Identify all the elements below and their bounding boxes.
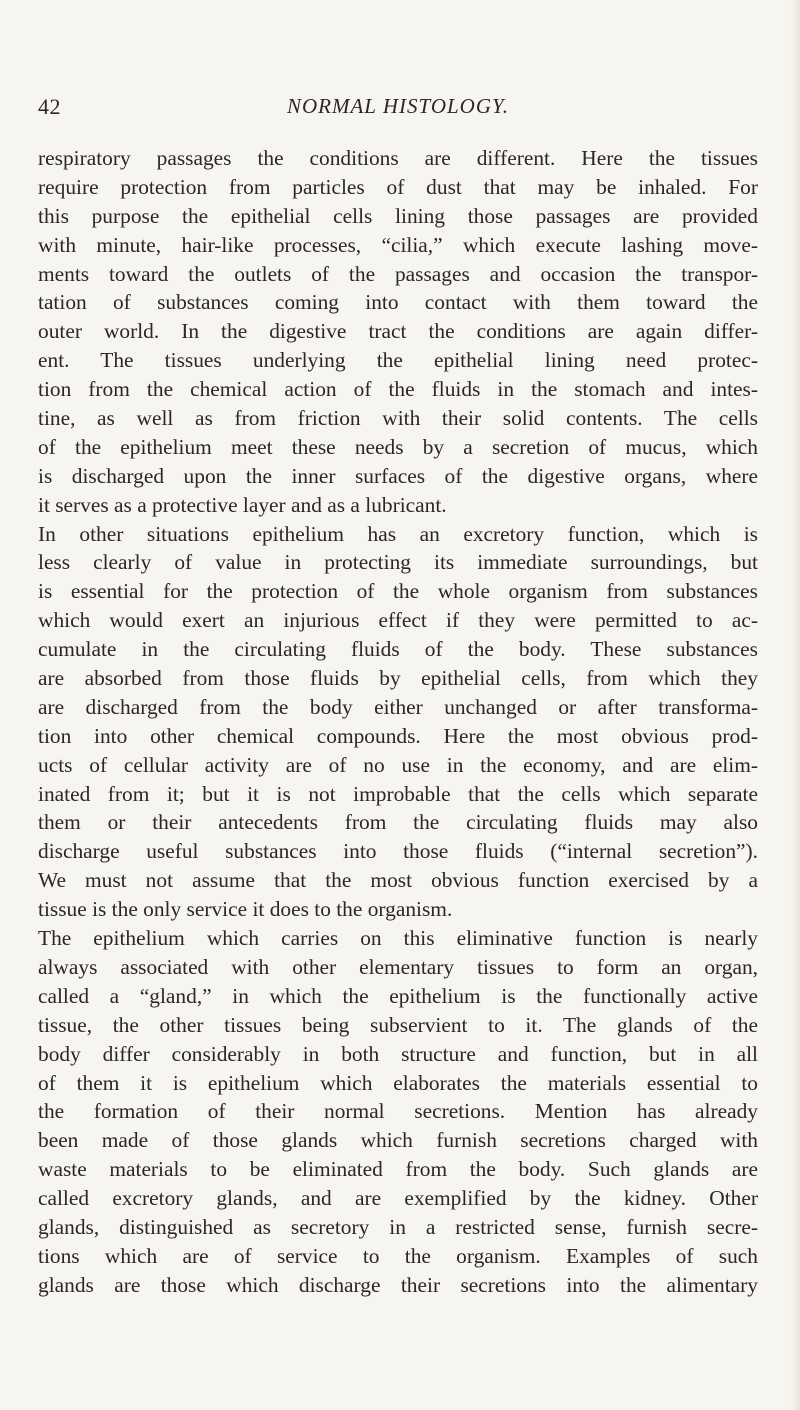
text-line: this purpose the epithelial cells lining those passages are provided xyxy=(38,203,758,228)
text-line: tissue, the other tissues being subservient to it. The glands of the xyxy=(38,1012,758,1037)
text-line: ent. The tissues underlying the epithelial lining need protec- xyxy=(38,348,758,373)
text-line: less clearly of value in protecting its immediate surroundings, but xyxy=(38,550,758,575)
text-line: require protection from particles of dust that may be inhaled. For xyxy=(38,174,758,199)
text-line: which would exert an injurious effect if they were permitted to ac- xyxy=(38,608,758,633)
body-text xyxy=(38,144,758,1300)
text-line: discharge useful substances into those fluids (“internal secretion”). xyxy=(38,839,758,864)
text-line: always associated with other elementary tissues to form an organ, xyxy=(38,954,758,979)
text-line: tine, as well as from friction with their solid contents. The cells xyxy=(38,406,758,431)
text-line: tation of substances coming into contact with them toward the xyxy=(38,290,758,315)
text-line: glands, distinguished as secretory in a restricted sense, furnish secre- xyxy=(38,1214,758,1239)
text-line: called excretory glands, and are exemplified by the kidney. Other xyxy=(38,1186,758,1211)
text-line: In other situations epithelium has an excretory function, which is xyxy=(38,521,758,546)
text-line: ments toward the outlets of the passages and occasion the transpor- xyxy=(38,261,758,286)
text-line: tions which are of service to the organism. Examples of such xyxy=(38,1243,758,1268)
text-line: called a “gland,” in which the epithelium is the functionally active xyxy=(38,983,758,1008)
page-header xyxy=(38,94,758,126)
page-number: 42 xyxy=(38,94,61,119)
text-line: glands are those which discharge their secretions into the alimentary xyxy=(38,1272,758,1297)
text-line: them or their antecedents from the circulating fluids may also xyxy=(38,810,758,835)
text-line: the formation of their normal secretions. Mention has already xyxy=(38,1099,758,1124)
text-line: body differ considerably in both structure and function, but in all xyxy=(38,1041,758,1066)
text-line: tion from the chemical action of the fluids in the stomach and intes- xyxy=(38,377,758,402)
text-line: tissue is the only service it does to the organism. xyxy=(38,897,453,922)
text-line: is essential for the protection of the whole organism from substances xyxy=(38,579,758,604)
text-line: We must not assume that the most obvious function exercised by a xyxy=(38,868,758,893)
text-line: outer world. In the digestive tract the conditions are again differ- xyxy=(38,319,758,344)
text-line: are absorbed from those fluids by epithelial cells, from which they xyxy=(38,666,758,691)
text-line: been made of those glands which furnish secretions charged with xyxy=(38,1128,758,1153)
text-line: respiratory passages the conditions are different. Here the tissues xyxy=(38,146,758,170)
page-edge-shadow xyxy=(790,0,800,1410)
text-line: waste materials to be eliminated from the body. Such glands are xyxy=(38,1157,758,1182)
text-line: is discharged upon the inner surfaces of the digestive organs, where xyxy=(38,463,758,488)
text-line: it serves as a protective layer and as a lubricant. xyxy=(38,492,447,517)
text-line: are discharged from the body either unchanged or after transforma- xyxy=(38,694,758,719)
running-title: NORMAL HISTOLOGY. xyxy=(286,94,509,118)
text-line: with minute, hair-like processes, “cilia,” which execute lashing move- xyxy=(38,232,758,257)
text-line: inated from it; but it is not improbable that the cells which separate xyxy=(38,781,758,806)
text-line: ucts of cellular activity are of no use in the economy, and are elim- xyxy=(38,752,758,777)
text-line: of the epithelium meet these needs by a secretion of mucus, which xyxy=(38,434,758,459)
text-line: The epithelium which carries on this eliminative function is nearly xyxy=(38,926,758,951)
text-line: of them it is epithelium which elaborates the materials essential to xyxy=(38,1070,758,1095)
text-line: cumulate in the circulating fluids of the body. These substances xyxy=(38,637,758,662)
text-line: tion into other chemical compounds. Here the most obvious prod- xyxy=(38,723,758,748)
